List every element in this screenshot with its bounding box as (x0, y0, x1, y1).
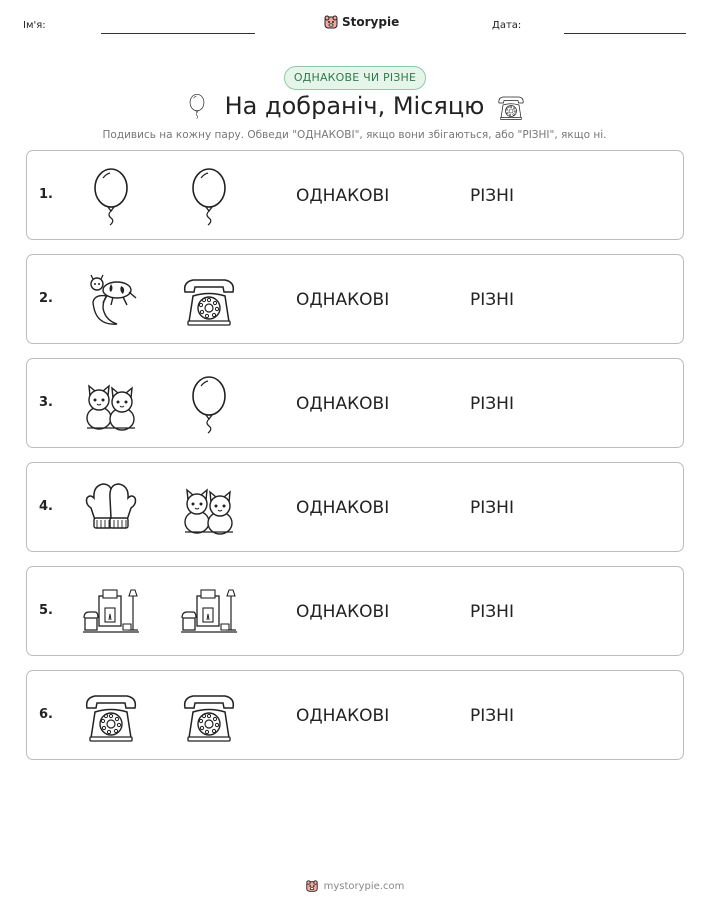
storypie-logo-icon (323, 14, 339, 30)
question-row (26, 358, 684, 448)
date-label: Дата: (492, 20, 522, 31)
footer (0, 879, 709, 893)
question-row (26, 462, 684, 552)
kittens-icon (179, 478, 239, 538)
option-same[interactable]: ОДНАКОВІ (296, 186, 390, 206)
name-line[interactable] (101, 33, 255, 34)
question-row (26, 566, 684, 656)
option-different[interactable]: РІЗНІ (470, 394, 514, 414)
page-title: На добраніч, Місяцю (224, 92, 485, 120)
option-different[interactable]: РІЗНІ (470, 186, 514, 206)
name-label: Ім'я: (23, 20, 46, 31)
room-icon (179, 582, 239, 642)
question-number: 2. (39, 291, 53, 306)
kittens-icon (81, 374, 141, 434)
balloon-icon (81, 166, 141, 226)
option-different[interactable]: РІЗНІ (470, 706, 514, 726)
option-same[interactable]: ОДНАКОВІ (296, 290, 390, 310)
option-different[interactable]: РІЗНІ (470, 498, 514, 518)
worksheet-type-badge: ОДНАКОВЕ ЧИ РІЗНЕ (284, 66, 426, 90)
option-same[interactable]: ОДНАКОВІ (296, 498, 390, 518)
storypie-logo (323, 13, 399, 31)
mittens-icon (81, 478, 141, 538)
option-same[interactable]: ОДНАКОВІ (296, 706, 390, 726)
question-number: 1. (39, 187, 53, 202)
question-number: 6. (39, 707, 53, 722)
option-same[interactable]: ОДНАКОВІ (296, 394, 390, 414)
logo-text: Storypie (342, 15, 400, 29)
question-number: 5. (39, 603, 53, 618)
footer-url[interactable]: mystorypie.com (323, 880, 405, 892)
question-row (26, 670, 684, 760)
balloon-icon (179, 166, 239, 226)
option-different[interactable]: РІЗНІ (470, 602, 514, 622)
question-number: 4. (39, 499, 53, 514)
question-row (26, 254, 684, 344)
instructions: Подивись на кожну пару. Обведи "ОДНАКОВІ", якщо вони збігаються, або "РІЗНІ", якщо ні. (102, 129, 607, 141)
option-different[interactable]: РІЗНІ (470, 290, 514, 310)
cow-jumping-moon-icon (81, 270, 141, 330)
telephone-icon (179, 686, 239, 746)
telephone-icon (81, 686, 141, 746)
storypie-logo-icon (305, 879, 319, 893)
balloon-icon (179, 374, 239, 434)
option-same[interactable]: ОДНАКОВІ (296, 602, 390, 622)
telephone-icon (496, 92, 526, 122)
room-icon (81, 582, 141, 642)
telephone-icon (179, 270, 239, 330)
date-line[interactable] (564, 33, 686, 34)
question-row (26, 150, 684, 240)
question-number: 3. (39, 395, 53, 410)
